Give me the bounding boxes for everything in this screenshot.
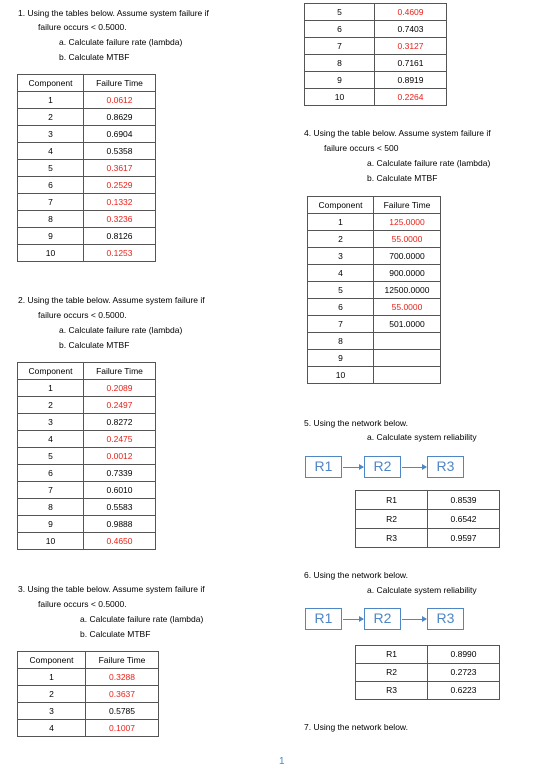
table-row	[356, 664, 500, 682]
value-cell	[374, 350, 441, 367]
component-cell: 1	[18, 669, 86, 686]
value-cell: 0.9597	[428, 529, 500, 548]
table-row	[305, 89, 447, 106]
value-cell: 55.0000	[374, 231, 441, 248]
q3-condition: failure occurs < 0.5000.	[38, 599, 127, 609]
component-cell: R3	[356, 682, 428, 700]
value-cell: 0.3617	[84, 160, 156, 177]
table-row	[18, 211, 156, 228]
q3-table	[17, 651, 159, 737]
header-component: Component	[308, 197, 374, 214]
value-cell: 0.1253	[84, 245, 156, 262]
value-cell: 700.0000	[374, 248, 441, 265]
q5-part-a: a. Calculate system reliability	[367, 432, 477, 442]
table-row	[18, 245, 156, 262]
table-row	[18, 431, 156, 448]
table-row	[18, 499, 156, 516]
table-row	[18, 380, 156, 397]
value-cell: 0.3127	[375, 38, 447, 55]
component-cell: 6	[308, 299, 374, 316]
q6-title: 6. Using the network below.	[304, 570, 408, 580]
page-number: 1	[279, 756, 285, 767]
table-row	[305, 55, 447, 72]
table-row	[18, 109, 156, 126]
component-cell: 9	[18, 228, 84, 245]
component-cell: 3	[308, 248, 374, 265]
q6-arrow-1	[343, 619, 363, 620]
value-cell: 0.7339	[84, 465, 156, 482]
component-cell: 10	[308, 367, 374, 384]
value-cell: 0.8539	[428, 491, 500, 510]
component-cell: 4	[18, 431, 84, 448]
q3-part-b: b. Calculate MTBF	[80, 629, 151, 639]
table-row	[305, 38, 447, 55]
value-cell: 0.2723	[428, 664, 500, 682]
component-cell: 5	[308, 282, 374, 299]
q5-arrow-2	[402, 467, 426, 468]
table-header-row	[18, 75, 156, 92]
component-cell: R3	[356, 529, 428, 548]
q5-node-r2: R2	[364, 456, 401, 478]
value-cell: 0.5583	[84, 499, 156, 516]
value-cell: 0.2264	[375, 89, 447, 106]
value-cell: 0.1007	[86, 720, 159, 737]
value-cell: 900.0000	[374, 265, 441, 282]
table-row	[18, 703, 159, 720]
component-cell: 3	[18, 414, 84, 431]
table-row	[356, 646, 500, 664]
header-failure-time: Failure Time	[86, 652, 159, 669]
table-row	[356, 529, 500, 548]
component-cell: 7	[308, 316, 374, 333]
table-row	[308, 367, 441, 384]
q1-table	[17, 74, 156, 262]
table-row	[308, 333, 441, 350]
component-cell: 8	[308, 333, 374, 350]
component-cell: 10	[18, 245, 84, 262]
component-cell: 10	[305, 89, 375, 106]
component-cell: 4	[308, 265, 374, 282]
table-row	[308, 316, 441, 333]
table-row	[18, 482, 156, 499]
value-cell: 0.6904	[84, 126, 156, 143]
header-component: Component	[18, 75, 84, 92]
q1-condition: failure occurs < 0.5000.	[38, 22, 127, 32]
table-row	[308, 214, 441, 231]
table-row	[308, 299, 441, 316]
q5-title: 5. Using the network below.	[304, 418, 408, 428]
table-row	[18, 177, 156, 194]
table-row	[18, 686, 159, 703]
table-row	[18, 194, 156, 211]
q6-reliability-table	[355, 645, 500, 700]
q6-node-r2: R2	[364, 608, 401, 630]
value-cell: 55.0000	[374, 299, 441, 316]
q1-part-a: a. Calculate failure rate (lambda)	[59, 37, 183, 47]
value-cell: 0.2475	[84, 431, 156, 448]
table-row	[18, 228, 156, 245]
table-row	[18, 143, 156, 160]
value-cell: 0.8919	[375, 72, 447, 89]
component-cell: R1	[356, 491, 428, 510]
value-cell: 0.5785	[86, 703, 159, 720]
q2-title: 2. Using the table below. Assume system failure if	[18, 295, 205, 305]
table-row	[18, 126, 156, 143]
table-row	[18, 533, 156, 550]
q4-part-b: b. Calculate MTBF	[367, 173, 438, 183]
value-cell: 0.8272	[84, 414, 156, 431]
component-cell: R2	[356, 510, 428, 529]
component-cell: 8	[18, 211, 84, 228]
table-row	[308, 231, 441, 248]
q2-condition: failure occurs < 0.5000.	[38, 310, 127, 320]
q1-title: 1. Using the tables below. Assume system failure if	[18, 8, 209, 18]
header-component: Component	[18, 363, 84, 380]
value-cell: 0.6223	[428, 682, 500, 700]
q4-title: 4. Using the table below. Assume system failure if	[304, 128, 491, 138]
value-cell: 0.8629	[84, 109, 156, 126]
value-cell: 0.7403	[375, 21, 447, 38]
component-cell: 8	[18, 499, 84, 516]
table-row	[305, 4, 447, 21]
component-cell: 9	[18, 516, 84, 533]
value-cell: 0.1332	[84, 194, 156, 211]
value-cell: 0.3288	[86, 669, 159, 686]
component-cell: 9	[308, 350, 374, 367]
q4-condition: failure occurs < 500	[324, 143, 399, 153]
value-cell: 0.0612	[84, 92, 156, 109]
table-row	[305, 72, 447, 89]
component-cell: 2	[18, 109, 84, 126]
value-cell: 0.7161	[375, 55, 447, 72]
header-failure-time: Failure Time	[84, 75, 156, 92]
component-cell: 2	[18, 686, 86, 703]
table-row	[18, 160, 156, 177]
value-cell: 0.5358	[84, 143, 156, 160]
component-cell: 6	[18, 465, 84, 482]
table-row	[305, 21, 447, 38]
component-cell: 3	[18, 126, 84, 143]
value-cell	[374, 333, 441, 350]
value-cell: 0.8990	[428, 646, 500, 664]
component-cell: 7	[18, 194, 84, 211]
table-row	[356, 510, 500, 529]
table-row	[356, 491, 500, 510]
component-cell: 7	[18, 482, 84, 499]
q6-arrow-2	[402, 619, 426, 620]
table-row	[308, 248, 441, 265]
component-cell: 5	[18, 448, 84, 465]
table-row	[18, 92, 156, 109]
header-failure-time: Failure Time	[374, 197, 441, 214]
q6-part-a: a. Calculate system reliability	[367, 585, 477, 595]
table-row	[308, 350, 441, 367]
component-cell: 7	[305, 38, 375, 55]
q2-part-b: b. Calculate MTBF	[59, 340, 130, 350]
q5-node-r1: R1	[305, 456, 342, 478]
value-cell: 0.6010	[84, 482, 156, 499]
q6-node-r3: R3	[427, 608, 464, 630]
q5-arrow-1	[343, 467, 363, 468]
value-cell: 125.0000	[374, 214, 441, 231]
q3-part-a: a. Calculate failure rate (lambda)	[80, 614, 204, 624]
value-cell: 0.0012	[84, 448, 156, 465]
value-cell	[374, 367, 441, 384]
component-cell: 2	[18, 397, 84, 414]
q7-title: 7. Using the network below.	[304, 722, 408, 732]
header-component: Component	[18, 652, 86, 669]
table-row	[18, 397, 156, 414]
component-cell: 9	[305, 72, 375, 89]
value-cell: 0.4650	[84, 533, 156, 550]
table-row	[18, 448, 156, 465]
table-row	[18, 414, 156, 431]
table-header-row	[308, 197, 441, 214]
value-cell: 0.3637	[86, 686, 159, 703]
component-cell: 1	[18, 92, 84, 109]
component-cell: 3	[18, 703, 86, 720]
component-cell: 6	[305, 21, 375, 38]
table-row	[18, 720, 159, 737]
component-cell: R1	[356, 646, 428, 664]
table-row	[356, 682, 500, 700]
component-cell: R2	[356, 664, 428, 682]
component-cell: 4	[18, 143, 84, 160]
q5-node-r3: R3	[427, 456, 464, 478]
component-cell: 4	[18, 720, 86, 737]
table-row	[18, 669, 159, 686]
q3-table-continued	[304, 3, 447, 106]
component-cell: 2	[308, 231, 374, 248]
table-row	[18, 465, 156, 482]
value-cell: 501.0000	[374, 316, 441, 333]
value-cell: 0.2497	[84, 397, 156, 414]
q5-reliability-table	[355, 490, 500, 548]
table-row	[18, 516, 156, 533]
component-cell: 5	[305, 4, 375, 21]
value-cell: 0.2089	[84, 380, 156, 397]
q6-node-r1: R1	[305, 608, 342, 630]
component-cell: 1	[18, 380, 84, 397]
q4-part-a: a. Calculate failure rate (lambda)	[367, 158, 491, 168]
component-cell: 8	[305, 55, 375, 72]
component-cell: 10	[18, 533, 84, 550]
value-cell: 12500.0000	[374, 282, 441, 299]
component-cell: 6	[18, 177, 84, 194]
table-row	[308, 282, 441, 299]
table-row	[308, 265, 441, 282]
value-cell: 0.4609	[375, 4, 447, 21]
q3-title: 3. Using the table below. Assume system failure if	[18, 584, 205, 594]
header-failure-time: Failure Time	[84, 363, 156, 380]
component-cell: 5	[18, 160, 84, 177]
value-cell: 0.2529	[84, 177, 156, 194]
table-header-row	[18, 652, 159, 669]
q1-part-b: b. Calculate MTBF	[59, 52, 130, 62]
value-cell: 0.6542	[428, 510, 500, 529]
table-header-row	[18, 363, 156, 380]
q2-table	[17, 362, 156, 550]
value-cell: 0.3236	[84, 211, 156, 228]
value-cell: 0.8126	[84, 228, 156, 245]
q2-part-a: a. Calculate failure rate (lambda)	[59, 325, 183, 335]
q4-table	[307, 196, 441, 384]
value-cell: 0.9888	[84, 516, 156, 533]
component-cell: 1	[308, 214, 374, 231]
